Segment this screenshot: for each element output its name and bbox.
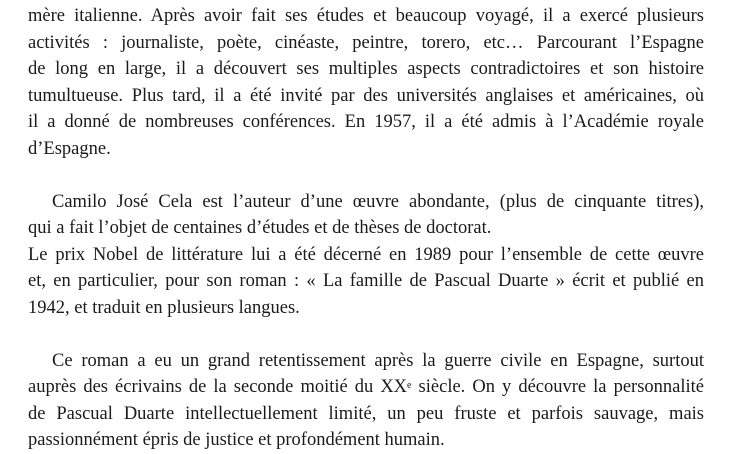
text-line <box>28 374 704 401</box>
text-line: Ce roman a eu un grand retentissement après la guerre civile en Espagne, surtout <box>52 350 704 371</box>
document-page <box>28 3 704 454</box>
paragraph-gap <box>28 322 704 348</box>
text-line: et, en particulier, pour son roman : « La famille de Pascual Duarte » écrit et publié en <box>28 271 704 292</box>
text-line: de long en large, il a découvert ses multiples aspects contradictoires et son histoire <box>28 59 704 80</box>
text-line: il a donné de nombreuses conférences. En 1957, il a été admis à l’Académie royale <box>28 112 704 133</box>
paragraph-nobel <box>28 242 704 322</box>
paragraph-novel <box>28 348 704 454</box>
text-line: qui a fait l’objet de centaines d’études et de thèses de doctorat. <box>28 218 492 239</box>
text-fragment: auprès des écrivains de la seconde moitié du XX <box>28 377 408 398</box>
text-line: Le prix Nobel de littérature lui a été décerné en 1989 pour l’ensemble de cette œuvre <box>28 244 704 265</box>
text-line: tumultueuse. Plus tard, il a été invité par des universités anglaises et américaines, où <box>28 85 704 106</box>
paragraph-works <box>28 189 704 242</box>
text-line: activités : journaliste, poète, cinéaste, peintre, torero, etc… Parcourant l’Espagne <box>28 32 704 53</box>
text-line: 1942, et traduit en plusieurs langues. <box>28 297 300 318</box>
paragraph-biography <box>28 3 704 163</box>
superscript: e <box>407 380 412 392</box>
text-line: Camilo José Cela est l’auteur d’une œuvre abondante, (plus de cinquante titres), <box>52 191 704 212</box>
text-fragment: siècle. On y découvre la personnalité <box>411 377 704 398</box>
text-line: de Pascual Duarte intellectuellement limité, un peu fruste et parfois sauvage, mais <box>28 403 704 424</box>
text-line: d’Espagne. <box>28 138 111 159</box>
text-line: mère italienne. Après avoir fait ses études et beaucoup voyagé, il a exercé plusieurs <box>28 6 704 26</box>
paragraph-gap <box>28 163 704 189</box>
text-line: passionnément épris de justice et profondément humain. <box>28 430 445 451</box>
